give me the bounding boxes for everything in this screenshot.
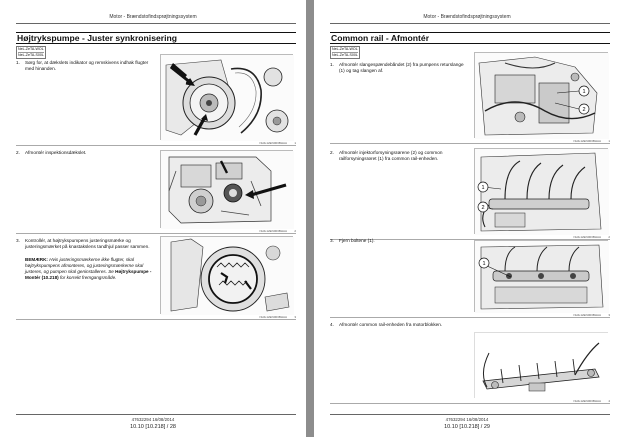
step-text: Afmontér inspektionsdækslet. [25,150,87,155]
footer-page: 10.10 [10.218] / 28 [130,424,176,430]
model-row: NeL-ZeTA-S00L [332,53,358,57]
figure-number: 1 [608,139,610,143]
section-title: Common rail - Afmontér [330,32,610,44]
step-2 [16,150,154,156]
figure-number: 1 [294,141,296,145]
footer-page: 10.10 [10.218] / 29 [444,424,490,430]
page-gutter [306,0,314,437]
figure-caption-1 [330,139,610,144]
step-text: Kontrollér, at højtrykspumpens justeringsmærke og justeringsmærket på knastakslens tandhjul passer sammen. [25,238,150,250]
step-3 [330,238,468,244]
figure-caption-4 [330,399,610,404]
page-header: Motor - Brændstofindsprøjtningssystem [109,14,197,20]
step-4 [330,322,468,328]
note-label: BEMÆRK: [25,257,48,262]
figure-caption-1 [16,141,296,146]
figure-rail-bolts [474,240,608,312]
footer-rule [330,414,610,415]
figure-inspection-cover [160,150,293,228]
figure-injector-lines [474,148,608,234]
step-text: Afmontér common rail-enheden fra motorblokken. [339,322,443,327]
model-row: NeL-ZeTA-S00L [18,53,44,57]
step-1 [16,60,154,72]
figure-caption-3 [330,313,610,318]
footer-code: 47632294 16/08/2014 [445,417,489,422]
callout-2: 2 [481,205,485,211]
step-number: 2. [330,150,334,155]
header-rule [330,23,610,24]
figure-common-rail [474,332,608,398]
step-text: Fjern boltene (1). [339,238,375,243]
figure-code: NHIL12EN003BHAA [259,141,287,145]
step-number: 3. [16,238,20,243]
step-2 [330,150,468,162]
footer-code: 47632294 16/08/2014 [131,417,175,422]
callout-2: 2 [582,107,586,113]
step-number: 1. [330,62,334,67]
figure-pulley-alignment [160,54,293,140]
page-header: Motor - Brændstofindsprøjtningssystem [423,14,511,20]
step-text: Sørg for, at dækslets indikator og remskivens indhak flugter med hinanden. [25,60,149,72]
left-page [0,0,306,437]
callout-1: 1 [582,89,586,95]
step-number: 2. [16,150,20,155]
footer-rule [16,414,296,415]
figure-number: 3 [294,315,296,319]
figure-number: 2 [294,229,296,233]
figure-code: NHIL12EN003BHAA [259,229,287,233]
note-body: Hvis justeringsmærkerne ikke flugter, skal højtrykspumpens afmonteres, og justeringsmærkerne skal justeres, og pumpen skal geninstalleres. Se [25,257,144,274]
step-text: Afmontér slangespændebåndet (2) fra pumpens returslange (1) og tag slangen af. [339,62,464,74]
figure-code: NHIL12EN003BHAA [573,235,601,239]
model-table [16,46,46,59]
header-rule [16,23,296,24]
figure-number: 3 [608,313,610,317]
model-row: NeL-ZeTA-WOL [18,47,44,51]
section-title: Højtrykspumpe - Juster synkronisering [16,32,296,44]
figure-number: 4 [608,399,610,403]
step-number: 3. [330,238,334,243]
figure-code: NHIL12EN003BHAA [259,315,287,319]
figure-code: NHIL12EN003BHAA [573,313,601,317]
step-text: Afmontér injektorforsyningsrørene (2) og common railforsyningsrøret (1) fra common rail-enheden. [339,150,443,162]
figure-caption-2 [16,229,296,234]
figure-code: NHIL12EN003BHAA [573,399,601,403]
note-link[interactable]: Højtrykspumpe - Montér (10.218) [25,269,152,280]
step-number: 4. [330,322,334,327]
right-page [314,0,620,437]
step-number: 1. [16,60,20,65]
figure-number: 2 [608,235,610,239]
model-row: NeL-ZeTA-WOL [332,47,358,51]
figure-return-hose [474,52,608,138]
figure-code: NHIL12EN003BHAA [573,139,601,143]
note-end: for korrekt fremgangsmåde. [58,275,117,280]
figure-timing-marks [160,236,293,314]
note-text [25,257,153,281]
callout-1: 1 [482,261,486,267]
callout-1: 1 [481,185,485,191]
step-3 [16,238,154,250]
model-table [330,46,360,59]
figure-caption-3 [16,315,296,320]
step-1 [330,62,468,74]
